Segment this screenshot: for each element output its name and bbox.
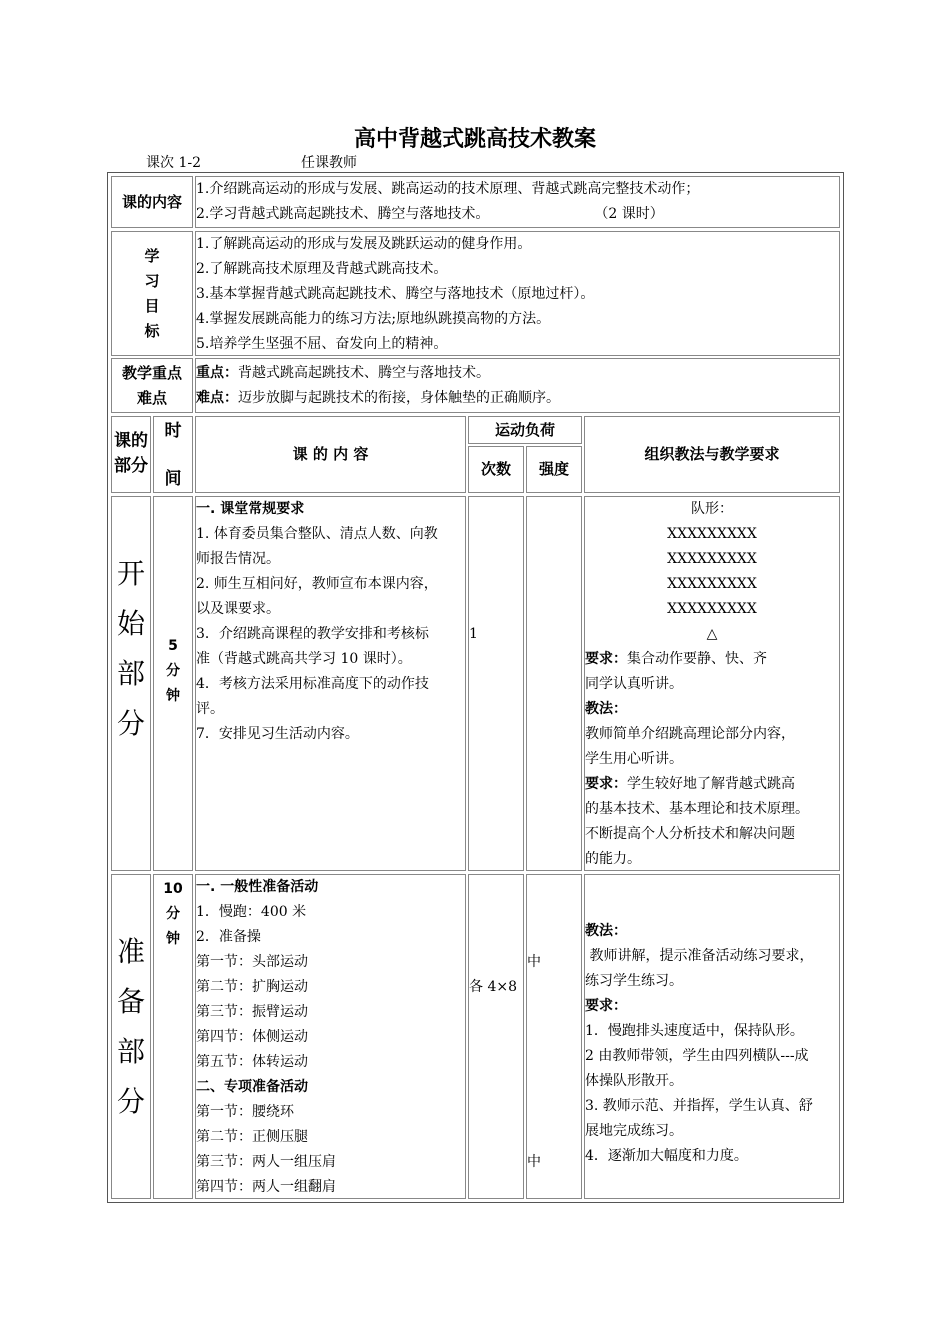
prep-time: 10 分 钟	[153, 874, 193, 1199]
prep-content: 一. 一般性准备活动 1．慢跑：400 米 2．准备操 第一节：头部运动 第二节：扩胸运动 第三节：振臂运动 第四节：体侧运动 第五节：体转运动 二、专项准备活动 第一节：腰绕环 第二节：正侧压腿 第三节：两人一组压肩 第四节：两人一组翻肩	[195, 874, 466, 1199]
header-intensity: 强度	[526, 446, 582, 493]
teacher-position-mark: △	[706, 626, 718, 642]
key-row-label: 教学重点 难点	[111, 358, 193, 413]
formation-row: XXXXXXXXX	[667, 551, 757, 567]
start-intensity	[526, 496, 582, 871]
header-time: 时 间	[153, 416, 193, 493]
start-part-label: 开 始 部 分	[111, 496, 151, 871]
header-part: 课的 部分	[111, 416, 151, 493]
prep-method: 教法： 教师讲解，提示准备活动练习要求， 练习学生练习。 要求： 1．慢跑排头速度适中，保持队形。 2 由教师带领，学生由四列横队---成 体操队形散开。 3. 教师示范、并指挥，学生认真、舒 展地完成练习。 4．逐渐加大幅度和力度。	[584, 874, 840, 1199]
key-row-body: 重点：背越式跳高起跳技术、腾空与落地技术。 难点：迈步放脚与起跳技术的衔接，身体触垫的正确顺序。	[195, 358, 840, 413]
teacher-label: 任课教师	[301, 155, 357, 171]
formation-row: XXXXXXXXX	[667, 576, 757, 592]
formation-row: XXXXXXXXX	[667, 526, 757, 542]
header-content: 课 的 内 容	[195, 416, 466, 493]
page-title: 高中背越式跳高技术教案	[353, 127, 596, 152]
formation-row: XXXXXXXXX	[667, 601, 757, 617]
hours-note: （2 课时）	[594, 206, 664, 222]
header-load: 运动负荷	[468, 416, 582, 444]
goals-row-label: 学 习 目 标	[111, 231, 193, 356]
content-row-label: 课的内容	[111, 176, 193, 228]
content-row-body: 1.介绍跳高运动的形成与发展、跳高运动的技术原理、背越式跳高完整技术动作； 2.学习背越式跳高起跳技术、腾空与落地技术。 （2 课时）	[195, 176, 840, 228]
start-count: 1	[468, 496, 524, 871]
header-method: 组织教法与教学要求	[584, 416, 840, 493]
prep-part-label: 准 备 部 分	[111, 874, 151, 1199]
start-time: 5 分 钟	[153, 496, 193, 871]
prep-intensity: 中 中	[526, 874, 582, 1199]
start-method: 队形： XXXXXXXXX XXXXXXXXX XXXXXXXXX XXXXXXXXX △ 要求：集合动作要静、快、齐 同学认真听讲。 教法： 教师简单介绍跳高理论部分内容， 学生用心听讲。 要求：学生较好地了解背越式跳高 的基本技术、基本理论和技术原理。 不断提高个人分析技术和解决问题 的能力。	[584, 496, 840, 871]
goals-row-body: 1.了解跳高运动的形成与发展及跳跃运动的健身作用。 2.了解跳高技术原理及背越式跳高技术。 3.基本掌握背越式跳高起跳技术、腾空与落地技术（原地过杆）。 4.掌握发展跳高能力的练习方法;原地纵跳摸高物的方法。 5.培养学生坚强不屈、奋发向上的精神。	[195, 231, 840, 356]
header-count: 次数	[468, 446, 524, 493]
lesson-number: 课次 1-2	[146, 155, 201, 171]
formation-label: 队形：	[691, 501, 733, 517]
prep-count: 各 4×8	[468, 874, 524, 1199]
start-content: 一. 课堂常规要求 1. 体育委员集合整队、清点人数、向教 师报告情况。 2. 师生互相问好，教师宣布本课内容， 以及课要求。 3．介绍跳高课程的教学安排和考核标 准（背越式跳高共学习 10 课时）。 4．考核方法采用标准高度下的动作技 评。 7．安排见习生活动内容。	[195, 496, 466, 871]
